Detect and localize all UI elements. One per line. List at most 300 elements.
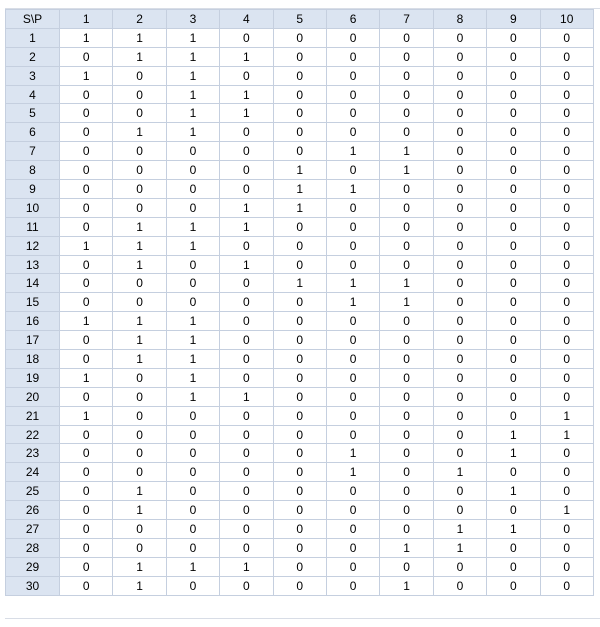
cell[interactable]: 1 (166, 312, 219, 331)
cell[interactable]: 1 (166, 47, 219, 66)
cell[interactable]: 1 (113, 28, 166, 47)
cell[interactable]: 0 (540, 142, 593, 161)
cell[interactable]: 0 (380, 66, 433, 85)
cell[interactable]: 0 (487, 28, 540, 47)
cell[interactable]: 0 (326, 217, 379, 236)
cell[interactable]: 0 (273, 293, 326, 312)
cell[interactable]: 0 (273, 538, 326, 557)
cell[interactable]: 0 (60, 161, 113, 180)
cell[interactable]: 0 (166, 538, 219, 557)
cell[interactable]: 0 (487, 66, 540, 85)
cell[interactable]: 0 (326, 576, 379, 595)
column-header-10[interactable]: 10 (540, 10, 593, 29)
cell[interactable]: 0 (60, 425, 113, 444)
cell[interactable]: 1 (60, 368, 113, 387)
cell[interactable]: 1 (220, 217, 273, 236)
cell[interactable]: 1 (166, 557, 219, 576)
cell[interactable]: 0 (433, 28, 486, 47)
cell[interactable]: 0 (540, 350, 593, 369)
cell[interactable]: 0 (220, 350, 273, 369)
cell[interactable]: 1 (273, 180, 326, 199)
cell[interactable]: 1 (220, 387, 273, 406)
cell[interactable]: 0 (113, 274, 166, 293)
cell[interactable]: 0 (60, 463, 113, 482)
cell[interactable]: 0 (273, 406, 326, 425)
cell[interactable]: 0 (220, 538, 273, 557)
cell[interactable]: 0 (433, 123, 486, 142)
cell[interactable]: 1 (273, 274, 326, 293)
cell[interactable]: 0 (60, 198, 113, 217)
cell[interactable]: 1 (540, 501, 593, 520)
cell[interactable]: 0 (540, 312, 593, 331)
cell[interactable]: 1 (113, 255, 166, 274)
cell[interactable]: 0 (380, 236, 433, 255)
cell[interactable]: 0 (433, 576, 486, 595)
row-header-12[interactable]: 12 (6, 236, 60, 255)
cell[interactable]: 0 (273, 236, 326, 255)
cell[interactable]: 0 (487, 47, 540, 66)
cell[interactable]: 0 (487, 180, 540, 199)
cell[interactable]: 0 (166, 425, 219, 444)
cell[interactable]: 0 (273, 312, 326, 331)
cell[interactable]: 0 (166, 406, 219, 425)
cell[interactable]: 0 (220, 444, 273, 463)
cell[interactable]: 1 (220, 198, 273, 217)
cell[interactable]: 0 (326, 406, 379, 425)
cell[interactable]: 0 (487, 538, 540, 557)
cell[interactable]: 0 (433, 198, 486, 217)
cell[interactable]: 0 (113, 198, 166, 217)
row-header-28[interactable]: 28 (6, 538, 60, 557)
cell[interactable]: 1 (273, 198, 326, 217)
cell[interactable]: 0 (487, 104, 540, 123)
cell[interactable]: 0 (60, 217, 113, 236)
cell[interactable]: 0 (113, 406, 166, 425)
cell[interactable]: 1 (220, 255, 273, 274)
cell[interactable]: 0 (380, 85, 433, 104)
row-header-13[interactable]: 13 (6, 255, 60, 274)
cell[interactable]: 0 (220, 123, 273, 142)
cell[interactable]: 0 (380, 501, 433, 520)
cell[interactable]: 0 (273, 387, 326, 406)
row-header-26[interactable]: 26 (6, 501, 60, 520)
cell[interactable]: 0 (326, 312, 379, 331)
cell[interactable]: 0 (273, 368, 326, 387)
cell[interactable]: 0 (113, 368, 166, 387)
corner-header-cell[interactable]: S\P (6, 10, 60, 29)
cell[interactable]: 0 (220, 142, 273, 161)
cell[interactable]: 0 (487, 331, 540, 350)
cell[interactable]: 0 (166, 501, 219, 520)
cell[interactable]: 0 (433, 255, 486, 274)
cell[interactable]: 1 (433, 463, 486, 482)
cell[interactable]: 0 (433, 331, 486, 350)
cell[interactable]: 1 (166, 331, 219, 350)
row-header-3[interactable]: 3 (6, 66, 60, 85)
row-header-10[interactable]: 10 (6, 198, 60, 217)
cell[interactable]: 0 (487, 350, 540, 369)
cell[interactable]: 0 (220, 406, 273, 425)
cell[interactable]: 0 (273, 482, 326, 501)
row-header-17[interactable]: 17 (6, 331, 60, 350)
cell[interactable]: 0 (60, 180, 113, 199)
cell[interactable]: 0 (273, 28, 326, 47)
cell[interactable]: 0 (273, 142, 326, 161)
cell[interactable]: 0 (166, 198, 219, 217)
cell[interactable]: 1 (60, 312, 113, 331)
cell[interactable]: 1 (113, 236, 166, 255)
cell[interactable]: 0 (540, 293, 593, 312)
row-header-20[interactable]: 20 (6, 387, 60, 406)
cell[interactable]: 1 (433, 538, 486, 557)
cell[interactable]: 0 (487, 142, 540, 161)
cell[interactable]: 0 (487, 368, 540, 387)
cell[interactable]: 0 (487, 198, 540, 217)
cell[interactable]: 0 (166, 444, 219, 463)
cell[interactable]: 1 (326, 444, 379, 463)
cell[interactable]: 1 (487, 425, 540, 444)
column-header-7[interactable]: 7 (380, 10, 433, 29)
cell[interactable]: 0 (113, 463, 166, 482)
cell[interactable]: 0 (220, 66, 273, 85)
cell[interactable]: 0 (540, 444, 593, 463)
row-header-8[interactable]: 8 (6, 161, 60, 180)
row-header-29[interactable]: 29 (6, 557, 60, 576)
cell[interactable]: 0 (60, 104, 113, 123)
cell[interactable]: 1 (113, 557, 166, 576)
cell[interactable]: 0 (113, 85, 166, 104)
cell[interactable]: 0 (220, 576, 273, 595)
cell[interactable]: 1 (166, 66, 219, 85)
cell[interactable]: 0 (487, 217, 540, 236)
cell[interactable]: 0 (380, 123, 433, 142)
cell[interactable]: 0 (60, 482, 113, 501)
cell[interactable]: 0 (326, 255, 379, 274)
cell[interactable]: 1 (166, 104, 219, 123)
cell[interactable]: 0 (60, 557, 113, 576)
row-header-6[interactable]: 6 (6, 123, 60, 142)
cell[interactable]: 1 (380, 538, 433, 557)
cell[interactable]: 1 (166, 387, 219, 406)
cell[interactable]: 0 (540, 520, 593, 539)
cell[interactable]: 1 (113, 312, 166, 331)
cell[interactable]: 0 (273, 123, 326, 142)
cell[interactable]: 0 (60, 123, 113, 142)
cell[interactable]: 1 (380, 142, 433, 161)
cell[interactable]: 0 (433, 444, 486, 463)
cell[interactable]: 0 (487, 406, 540, 425)
row-header-9[interactable]: 9 (6, 180, 60, 199)
cell[interactable]: 0 (220, 501, 273, 520)
cell[interactable]: 0 (540, 85, 593, 104)
cell[interactable]: 0 (540, 387, 593, 406)
cell[interactable]: 0 (60, 520, 113, 539)
cell[interactable]: 0 (433, 47, 486, 66)
row-header-16[interactable]: 16 (6, 312, 60, 331)
cell[interactable]: 0 (326, 387, 379, 406)
cell[interactable]: 0 (273, 85, 326, 104)
cell[interactable]: 0 (326, 368, 379, 387)
cell[interactable]: 0 (380, 180, 433, 199)
cell[interactable]: 0 (326, 538, 379, 557)
cell[interactable]: 0 (273, 331, 326, 350)
cell[interactable]: 0 (487, 576, 540, 595)
cell[interactable]: 0 (433, 482, 486, 501)
cell[interactable]: 1 (380, 161, 433, 180)
cell[interactable]: 1 (487, 520, 540, 539)
cell[interactable]: 0 (60, 501, 113, 520)
cell[interactable]: 1 (166, 350, 219, 369)
cell[interactable]: 1 (326, 142, 379, 161)
cell[interactable]: 0 (220, 331, 273, 350)
cell[interactable]: 0 (540, 217, 593, 236)
cell[interactable]: 0 (60, 331, 113, 350)
column-header-1[interactable]: 1 (60, 10, 113, 29)
row-header-4[interactable]: 4 (6, 85, 60, 104)
column-header-6[interactable]: 6 (326, 10, 379, 29)
cell[interactable]: 0 (220, 28, 273, 47)
cell[interactable]: 0 (487, 123, 540, 142)
row-header-7[interactable]: 7 (6, 142, 60, 161)
cell[interactable]: 0 (113, 425, 166, 444)
cell[interactable]: 0 (433, 293, 486, 312)
cell[interactable]: 0 (380, 387, 433, 406)
cell[interactable]: 0 (60, 350, 113, 369)
cell[interactable]: 0 (380, 557, 433, 576)
cell[interactable]: 0 (220, 274, 273, 293)
row-header-15[interactable]: 15 (6, 293, 60, 312)
cell[interactable]: 0 (326, 482, 379, 501)
cell[interactable]: 0 (326, 236, 379, 255)
cell[interactable]: 0 (326, 85, 379, 104)
cell[interactable]: 0 (380, 47, 433, 66)
cell[interactable]: 0 (273, 47, 326, 66)
cell[interactable]: 0 (326, 198, 379, 217)
cell[interactable]: 1 (113, 217, 166, 236)
cell[interactable]: 0 (540, 557, 593, 576)
cell[interactable]: 0 (220, 312, 273, 331)
row-header-5[interactable]: 5 (6, 104, 60, 123)
cell[interactable]: 0 (113, 66, 166, 85)
cell[interactable]: 0 (166, 463, 219, 482)
cell[interactable]: 1 (540, 425, 593, 444)
cell[interactable]: 0 (380, 463, 433, 482)
row-header-22[interactable]: 22 (6, 425, 60, 444)
cell[interactable]: 0 (273, 104, 326, 123)
cell[interactable]: 1 (220, 85, 273, 104)
cell[interactable]: 0 (487, 293, 540, 312)
cell[interactable]: 0 (273, 444, 326, 463)
cell[interactable]: 1 (326, 463, 379, 482)
cell[interactable]: 1 (166, 217, 219, 236)
cell[interactable]: 0 (220, 236, 273, 255)
cell[interactable]: 0 (220, 180, 273, 199)
cell[interactable]: 0 (433, 312, 486, 331)
cell[interactable]: 1 (60, 28, 113, 47)
cell[interactable]: 0 (380, 312, 433, 331)
cell[interactable]: 0 (487, 255, 540, 274)
cell[interactable]: 0 (380, 104, 433, 123)
cell[interactable]: 1 (113, 47, 166, 66)
cell[interactable]: 0 (166, 255, 219, 274)
cell[interactable]: 0 (113, 538, 166, 557)
cell[interactable]: 1 (166, 368, 219, 387)
row-header-14[interactable]: 14 (6, 274, 60, 293)
cell[interactable]: 0 (220, 425, 273, 444)
cell[interactable]: 0 (487, 387, 540, 406)
cell[interactable]: 0 (326, 331, 379, 350)
cell[interactable]: 0 (487, 274, 540, 293)
cell[interactable]: 0 (326, 104, 379, 123)
row-header-1[interactable]: 1 (6, 28, 60, 47)
cell[interactable]: 1 (433, 520, 486, 539)
cell[interactable]: 0 (113, 142, 166, 161)
cell[interactable]: 0 (433, 350, 486, 369)
cell[interactable]: 1 (380, 274, 433, 293)
cell[interactable]: 0 (113, 293, 166, 312)
cell[interactable]: 0 (380, 331, 433, 350)
row-header-2[interactable]: 2 (6, 47, 60, 66)
cell[interactable]: 0 (326, 501, 379, 520)
cell[interactable]: 0 (433, 406, 486, 425)
cell[interactable]: 0 (166, 180, 219, 199)
row-header-19[interactable]: 19 (6, 368, 60, 387)
cell[interactable]: 0 (433, 557, 486, 576)
cell[interactable]: 0 (60, 538, 113, 557)
cell[interactable]: 0 (166, 161, 219, 180)
cell[interactable]: 0 (433, 425, 486, 444)
cell[interactable]: 0 (540, 47, 593, 66)
cell[interactable]: 0 (113, 387, 166, 406)
cell[interactable]: 0 (380, 368, 433, 387)
cell[interactable]: 1 (487, 482, 540, 501)
cell[interactable]: 0 (60, 576, 113, 595)
cell[interactable]: 0 (166, 274, 219, 293)
cell[interactable]: 0 (540, 123, 593, 142)
cell[interactable]: 1 (60, 236, 113, 255)
cell[interactable]: 0 (540, 180, 593, 199)
cell[interactable]: 0 (487, 85, 540, 104)
cell[interactable]: 0 (433, 387, 486, 406)
cell[interactable]: 1 (166, 236, 219, 255)
cell[interactable]: 0 (380, 217, 433, 236)
cell[interactable]: 0 (540, 66, 593, 85)
cell[interactable]: 0 (326, 123, 379, 142)
cell[interactable]: 1 (220, 47, 273, 66)
cell[interactable]: 0 (60, 293, 113, 312)
cell[interactable]: 0 (166, 293, 219, 312)
cell[interactable]: 0 (326, 161, 379, 180)
cell[interactable]: 0 (220, 368, 273, 387)
cell[interactable]: 1 (113, 350, 166, 369)
cell[interactable]: 0 (113, 444, 166, 463)
cell[interactable]: 0 (487, 557, 540, 576)
cell[interactable]: 0 (326, 557, 379, 576)
cell[interactable]: 0 (540, 198, 593, 217)
cell[interactable]: 0 (487, 312, 540, 331)
cell[interactable]: 1 (380, 576, 433, 595)
cell[interactable]: 0 (380, 406, 433, 425)
cell[interactable]: 1 (166, 123, 219, 142)
cell[interactable]: 0 (113, 180, 166, 199)
cell[interactable]: 0 (60, 85, 113, 104)
cell[interactable]: 0 (540, 576, 593, 595)
cell[interactable]: 0 (433, 368, 486, 387)
cell[interactable]: 1 (326, 180, 379, 199)
cell[interactable]: 0 (60, 444, 113, 463)
cell[interactable]: 0 (113, 520, 166, 539)
cell[interactable]: 1 (113, 501, 166, 520)
row-header-24[interactable]: 24 (6, 463, 60, 482)
cell[interactable]: 1 (60, 406, 113, 425)
cell[interactable]: 0 (540, 255, 593, 274)
cell[interactable]: 0 (166, 576, 219, 595)
cell[interactable]: 1 (166, 28, 219, 47)
cell[interactable]: 1 (273, 161, 326, 180)
cell[interactable]: 0 (540, 331, 593, 350)
cell[interactable]: 0 (273, 520, 326, 539)
cell[interactable]: 0 (273, 255, 326, 274)
cell[interactable]: 0 (540, 28, 593, 47)
cell[interactable]: 0 (113, 104, 166, 123)
cell[interactable]: 0 (433, 142, 486, 161)
cell[interactable]: 0 (380, 28, 433, 47)
cell[interactable]: 0 (380, 425, 433, 444)
cell[interactable]: 0 (487, 501, 540, 520)
cell[interactable]: 0 (326, 47, 379, 66)
cell[interactable]: 0 (326, 28, 379, 47)
row-header-11[interactable]: 11 (6, 217, 60, 236)
cell[interactable]: 0 (220, 520, 273, 539)
cell[interactable]: 1 (326, 274, 379, 293)
cell[interactable]: 0 (380, 198, 433, 217)
cell[interactable]: 0 (166, 482, 219, 501)
cell[interactable]: 0 (220, 293, 273, 312)
cell[interactable]: 0 (326, 350, 379, 369)
cell[interactable]: 1 (166, 85, 219, 104)
cell[interactable]: 0 (220, 161, 273, 180)
row-header-30[interactable]: 30 (6, 576, 60, 595)
cell[interactable]: 1 (326, 293, 379, 312)
cell[interactable]: 0 (540, 236, 593, 255)
cell[interactable]: 0 (433, 236, 486, 255)
cell[interactable]: 1 (113, 331, 166, 350)
cell[interactable]: 0 (433, 501, 486, 520)
column-header-4[interactable]: 4 (220, 10, 273, 29)
cell[interactable]: 0 (540, 368, 593, 387)
cell[interactable]: 0 (113, 161, 166, 180)
column-header-8[interactable]: 8 (433, 10, 486, 29)
cell[interactable]: 0 (60, 387, 113, 406)
cell[interactable]: 0 (220, 482, 273, 501)
cell[interactable]: 0 (380, 482, 433, 501)
cell[interactable]: 0 (380, 255, 433, 274)
column-header-5[interactable]: 5 (273, 10, 326, 29)
cell[interactable]: 0 (487, 161, 540, 180)
cell[interactable]: 0 (380, 520, 433, 539)
cell[interactable]: 0 (273, 501, 326, 520)
cell[interactable]: 1 (60, 66, 113, 85)
row-header-25[interactable]: 25 (6, 482, 60, 501)
cell[interactable]: 1 (380, 293, 433, 312)
cell[interactable]: 1 (220, 104, 273, 123)
cell[interactable]: 0 (540, 104, 593, 123)
cell[interactable]: 0 (433, 104, 486, 123)
row-header-23[interactable]: 23 (6, 444, 60, 463)
cell[interactable]: 1 (487, 444, 540, 463)
cell[interactable]: 0 (273, 557, 326, 576)
row-header-27[interactable]: 27 (6, 520, 60, 539)
